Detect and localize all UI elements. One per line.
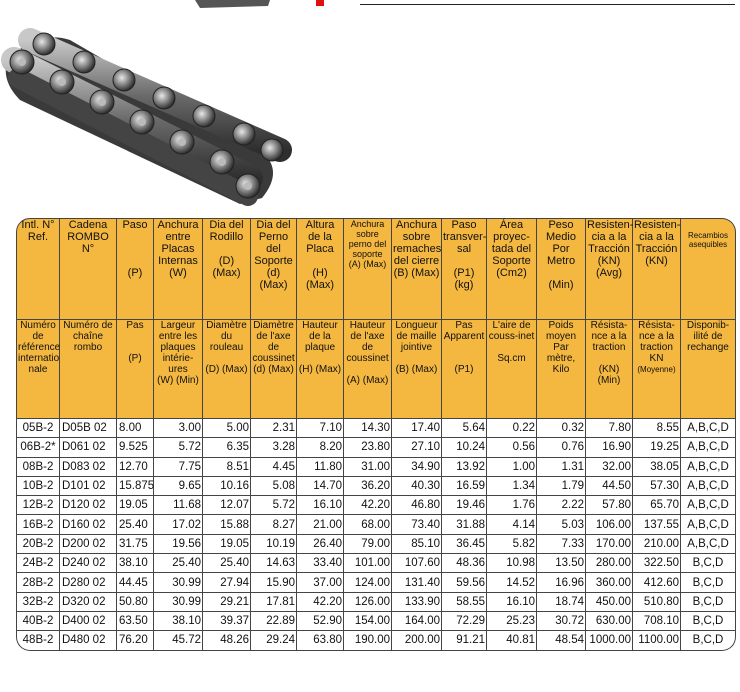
table-cell: B,C,D	[681, 612, 736, 631]
table-cell: 154.00	[344, 612, 392, 631]
spec-rows	[16, 419, 736, 651]
table-cell: 9.65	[154, 477, 203, 496]
table-cell: 8.20	[297, 438, 344, 457]
col-paso-transversal-fr: Pas Apparent (P1)	[442, 320, 487, 419]
table-cell: 52.90	[297, 612, 344, 631]
table-cell: 48.36	[442, 554, 487, 573]
table-cell: 164.00	[392, 612, 442, 631]
table-cell: 39.37	[203, 612, 251, 631]
col-area: Área proyec-tada del Soporte (Cm2)	[487, 218, 537, 320]
table-cell: D240 02	[60, 554, 117, 573]
table-row	[16, 515, 736, 534]
table-cell: 42.20	[344, 496, 392, 515]
table-cell: 16.59	[442, 477, 487, 496]
table-cell: 44.45	[117, 573, 154, 592]
table-cell: 31.00	[344, 458, 392, 477]
table-cell: 76.20	[117, 631, 154, 650]
table-cell: 8.55	[633, 419, 681, 438]
table-cell: 412.60	[633, 573, 681, 592]
table-row	[16, 419, 736, 438]
table-cell: A,B,C,D	[681, 477, 736, 496]
table-cell: 5.03	[537, 515, 586, 534]
table-cell: 11.68	[154, 496, 203, 515]
table-cell: 58.55	[442, 593, 487, 612]
table-cell: 30.72	[537, 612, 586, 631]
table-row	[16, 631, 736, 650]
table-cell: 40.30	[392, 477, 442, 496]
table-cell: 46.80	[392, 496, 442, 515]
table-cell: 8.51	[203, 458, 251, 477]
table-cell: 38.10	[117, 554, 154, 573]
table-cell: 25.23	[487, 612, 537, 631]
table-cell: B,C,D	[681, 593, 736, 612]
table-cell: 59.56	[442, 573, 487, 592]
table-cell: 280.00	[586, 554, 633, 573]
col-cadena: Cadena ROMBO N°	[60, 218, 117, 320]
table-cell: 11.80	[297, 458, 344, 477]
table-cell: D120 02	[60, 496, 117, 515]
col-peso-fr: Poids moyen Par mètre, Kilo	[537, 320, 586, 419]
table-cell: 30.99	[154, 573, 203, 592]
table-cell: 42.20	[297, 593, 344, 612]
table-cell: 5.08	[251, 477, 297, 496]
table-cell: 40B-2	[16, 612, 60, 631]
table-cell: 29.21	[203, 593, 251, 612]
table-cell: 133.90	[392, 593, 442, 612]
table-row	[16, 554, 736, 573]
table-cell: 40.81	[487, 631, 537, 650]
table-row	[16, 573, 736, 592]
table-cell: 10.19	[251, 535, 297, 554]
table-cell: D480 02	[60, 631, 117, 650]
table-cell: 08B-2	[16, 458, 60, 477]
table-row	[16, 535, 736, 554]
col-ref-fr: Numéro de référence internatio nale	[16, 320, 60, 419]
table-cell: 57.80	[586, 496, 633, 515]
table-cell: 0.32	[537, 419, 586, 438]
col-altura: Altura de la Placa (H) (Max)	[297, 218, 344, 320]
table-cell: 4.14	[487, 515, 537, 534]
table-cell: 3.00	[154, 419, 203, 438]
table-cell: 36.45	[442, 535, 487, 554]
table-cell: 210.00	[633, 535, 681, 554]
table-cell: A,B,C,D	[681, 515, 736, 534]
col-resistencia-kn: Resisten-cia a la Tracción (KN)	[633, 218, 681, 320]
table-cell: 48.26	[203, 631, 251, 650]
table-cell: D280 02	[60, 573, 117, 592]
table-cell: 27.94	[203, 573, 251, 592]
col-resistencia-kn-fr: Résista-nce a la traction KN (Moyenne)	[633, 320, 681, 419]
header-row-es	[16, 218, 736, 320]
table-cell: 14.63	[251, 554, 297, 573]
col-anchura-fr: Largeur entre les plaques intérie-ures (W) (Min)	[154, 320, 203, 419]
table-cell: D061 02	[60, 438, 117, 457]
table-cell: 15.88	[203, 515, 251, 534]
table-cell: 44.50	[586, 477, 633, 496]
table-cell: 7.80	[586, 419, 633, 438]
table-cell: 15.875	[117, 477, 154, 496]
table-cell: 322.50	[633, 554, 681, 573]
table-cell: 190.00	[344, 631, 392, 650]
table-row	[16, 496, 736, 515]
table-row	[16, 477, 736, 496]
table-cell: B,C,D	[681, 631, 736, 650]
table-cell: 101.00	[344, 554, 392, 573]
table-cell: 72.29	[442, 612, 487, 631]
table-cell: 63.50	[117, 612, 154, 631]
table-cell: 14.30	[344, 419, 392, 438]
col-altura-fr: Hauteur de la plaque (H) (Max)	[297, 320, 344, 419]
table-cell: 28B-2	[16, 573, 60, 592]
col-area-fr: L'aire de couss-inet Sq.cm	[487, 320, 537, 419]
table-cell: 0.22	[487, 419, 537, 438]
table-cell: 10.98	[487, 554, 537, 573]
table-cell: 48B-2	[16, 631, 60, 650]
table-cell: 15.90	[251, 573, 297, 592]
table-cell: 7.75	[154, 458, 203, 477]
table-cell: 5.82	[487, 535, 537, 554]
col-paso-transversal: Paso transver-sal (P1) (kg)	[442, 218, 487, 320]
header-row-fr	[16, 320, 736, 419]
table-cell: D200 02	[60, 535, 117, 554]
table-cell: 26.40	[297, 535, 344, 554]
table-cell: 16.96	[537, 573, 586, 592]
table-cell: 45.72	[154, 631, 203, 650]
table-cell: 50.80	[117, 593, 154, 612]
table-cell: 32.00	[586, 458, 633, 477]
col-resistencia-avg-fr: Résista-nce a la traction (KN) (Min)	[586, 320, 633, 419]
table-cell: 510.80	[633, 593, 681, 612]
col-recambios: Recambios asequibles	[681, 218, 736, 320]
col-ref: Intl. N° Ref.	[16, 218, 60, 320]
table-cell: 21.00	[297, 515, 344, 534]
table-cell: 5.72	[251, 496, 297, 515]
table-cell: 19.25	[633, 438, 681, 457]
table-cell: 19.05	[117, 496, 154, 515]
table-cell: 9.525	[117, 438, 154, 457]
table-cell: 17.40	[392, 419, 442, 438]
table-cell: 34.90	[392, 458, 442, 477]
table-cell: 29.24	[251, 631, 297, 650]
table-cell: 38.05	[633, 458, 681, 477]
col-recambios-fr: Disponib-ilité de rechange	[681, 320, 736, 419]
table-cell: D400 02	[60, 612, 117, 631]
col-anchura-remaches-fr: Longueur de maille jointive (B) (Max)	[392, 320, 442, 419]
table-cell: 12.07	[203, 496, 251, 515]
col-resistencia-avg: Resisten-cia a la Tracción (KN) (Avg)	[586, 218, 633, 320]
table-cell: 10B-2	[16, 477, 60, 496]
table-cell: 0.56	[487, 438, 537, 457]
table-cell: 19.56	[154, 535, 203, 554]
table-cell: B,C,D	[681, 573, 736, 592]
top-rule	[360, 0, 735, 5]
col-anchura-perno-fr: Hauteur de l'axe de coussinet (A) (Max)	[344, 320, 392, 419]
table-cell: 2.31	[251, 419, 297, 438]
table-cell: 5.72	[154, 438, 203, 457]
table-cell: A,B,C,D	[681, 438, 736, 457]
table-cell: 7.33	[537, 535, 586, 554]
col-dia-rodillo: Dia del Rodillo (D) (Max)	[203, 218, 251, 320]
table-cell: 106.00	[586, 515, 633, 534]
table-cell: 630.00	[586, 612, 633, 631]
table-cell: 131.40	[392, 573, 442, 592]
table-cell: 17.81	[251, 593, 297, 612]
table-cell: 1.00	[487, 458, 537, 477]
table-cell: 7.10	[297, 419, 344, 438]
table-cell: 33.40	[297, 554, 344, 573]
table-cell: 91.21	[442, 631, 487, 650]
table-cell: 57.30	[633, 477, 681, 496]
table-cell: 5.00	[203, 419, 251, 438]
table-cell: 85.10	[392, 535, 442, 554]
table-cell: 1.34	[487, 477, 537, 496]
table-row	[16, 593, 736, 612]
table-cell: B,C,D	[681, 554, 736, 573]
table-cell: D083 02	[60, 458, 117, 477]
table-cell: D05B 02	[60, 419, 117, 438]
table-cell: A,B,C,D	[681, 458, 736, 477]
table-cell: D320 02	[60, 593, 117, 612]
table-cell: 73.40	[392, 515, 442, 534]
table-cell: 16.90	[586, 438, 633, 457]
col-dia-rodillo-fr: Diamètre du rouleau (D) (Max)	[203, 320, 251, 419]
table-cell: 1.76	[487, 496, 537, 515]
table-cell: 25.40	[117, 515, 154, 534]
table-cell: 31.88	[442, 515, 487, 534]
table-cell: 68.00	[344, 515, 392, 534]
col-cadena-fr: Numéro de chaîne rombo	[60, 320, 117, 419]
table-cell: 48.54	[537, 631, 586, 650]
table-cell: A,B,C,D	[681, 535, 736, 554]
table-cell: 13.50	[537, 554, 586, 573]
table-cell: 31.75	[117, 535, 154, 554]
table-cell: 14.52	[487, 573, 537, 592]
table-cell: D160 02	[60, 515, 117, 534]
table-cell: 27.10	[392, 438, 442, 457]
table-cell: 10.24	[442, 438, 487, 457]
table-row	[16, 438, 736, 457]
table-cell: 4.45	[251, 458, 297, 477]
col-anchura: Anchura entre Placas Internas (W)	[154, 218, 203, 320]
table-cell: 137.55	[633, 515, 681, 534]
roller-chain-photo	[0, 0, 320, 215]
table-cell: 37.00	[297, 573, 344, 592]
table-cell: 06B-2*	[16, 438, 60, 457]
table-cell: 10.16	[203, 477, 251, 496]
table-cell: 25.40	[154, 554, 203, 573]
table-cell: 17.02	[154, 515, 203, 534]
table-cell: 124.00	[344, 573, 392, 592]
table-cell: 13.92	[442, 458, 487, 477]
table-cell: 24B-2	[16, 554, 60, 573]
table-cell: 708.10	[633, 612, 681, 631]
table-cell: 2.22	[537, 496, 586, 515]
table-cell: 1000.00	[586, 631, 633, 650]
col-paso: Paso (P)	[117, 218, 154, 320]
table-cell: 36.20	[344, 477, 392, 496]
table-cell: 32B-2	[16, 593, 60, 612]
table-cell: 63.80	[297, 631, 344, 650]
table-cell: 79.00	[344, 535, 392, 554]
col-anchura-remaches: Anchura sobre remaches del cierre (B) (Max)	[392, 218, 442, 320]
table-cell: A,B,C,D	[681, 496, 736, 515]
table-cell: 23.80	[344, 438, 392, 457]
col-dia-perno-fr: Diamètre de l'axe de coussinet (d) (Max)	[251, 320, 297, 419]
table-cell: 20B-2	[16, 535, 60, 554]
table-cell: 30.99	[154, 593, 203, 612]
table-cell: A,B,C,D	[681, 419, 736, 438]
table-cell: 65.70	[633, 496, 681, 515]
table-cell: 05B-2	[16, 419, 60, 438]
table-cell: 8.00	[117, 419, 154, 438]
table-cell: 126.00	[344, 593, 392, 612]
table-cell: 38.10	[154, 612, 203, 631]
table-cell: 5.64	[442, 419, 487, 438]
table-cell: 19.05	[203, 535, 251, 554]
table-cell: 107.60	[392, 554, 442, 573]
table-cell: 22.89	[251, 612, 297, 631]
col-dia-perno: Dia del Perno del Soporte (d) (Max)	[251, 218, 297, 320]
table-cell: 200.00	[392, 631, 442, 650]
table-cell: D101 02	[60, 477, 117, 496]
table-cell: 19.46	[442, 496, 487, 515]
table-row	[16, 612, 736, 631]
table-cell: 360.00	[586, 573, 633, 592]
col-anchura-perno: Anchura sobre perno del soporte (A) (Max)	[344, 218, 392, 320]
table-cell: 14.70	[297, 477, 344, 496]
table-cell: 12B-2	[16, 496, 60, 515]
table-row	[16, 458, 736, 477]
table-cell: 12.70	[117, 458, 154, 477]
table-cell: 16.10	[297, 496, 344, 515]
table-cell: 170.00	[586, 535, 633, 554]
col-peso: Peso Medio Por Metro (Min)	[537, 218, 586, 320]
table-cell: 8.27	[251, 515, 297, 534]
table-cell: 1.79	[537, 477, 586, 496]
table-cell: 3.28	[251, 438, 297, 457]
table-cell: 16.10	[487, 593, 537, 612]
chain-spec-table	[16, 218, 736, 651]
table-cell: 1100.00	[633, 631, 681, 650]
table-cell: 25.40	[203, 554, 251, 573]
table-cell: 1.31	[537, 458, 586, 477]
table-cell: 0.76	[537, 438, 586, 457]
table-cell: 16B-2	[16, 515, 60, 534]
table-cell: 450.00	[586, 593, 633, 612]
table-cell: 6.35	[203, 438, 251, 457]
col-paso-fr: Pas (P)	[117, 320, 154, 419]
table-cell: 18.74	[537, 593, 586, 612]
